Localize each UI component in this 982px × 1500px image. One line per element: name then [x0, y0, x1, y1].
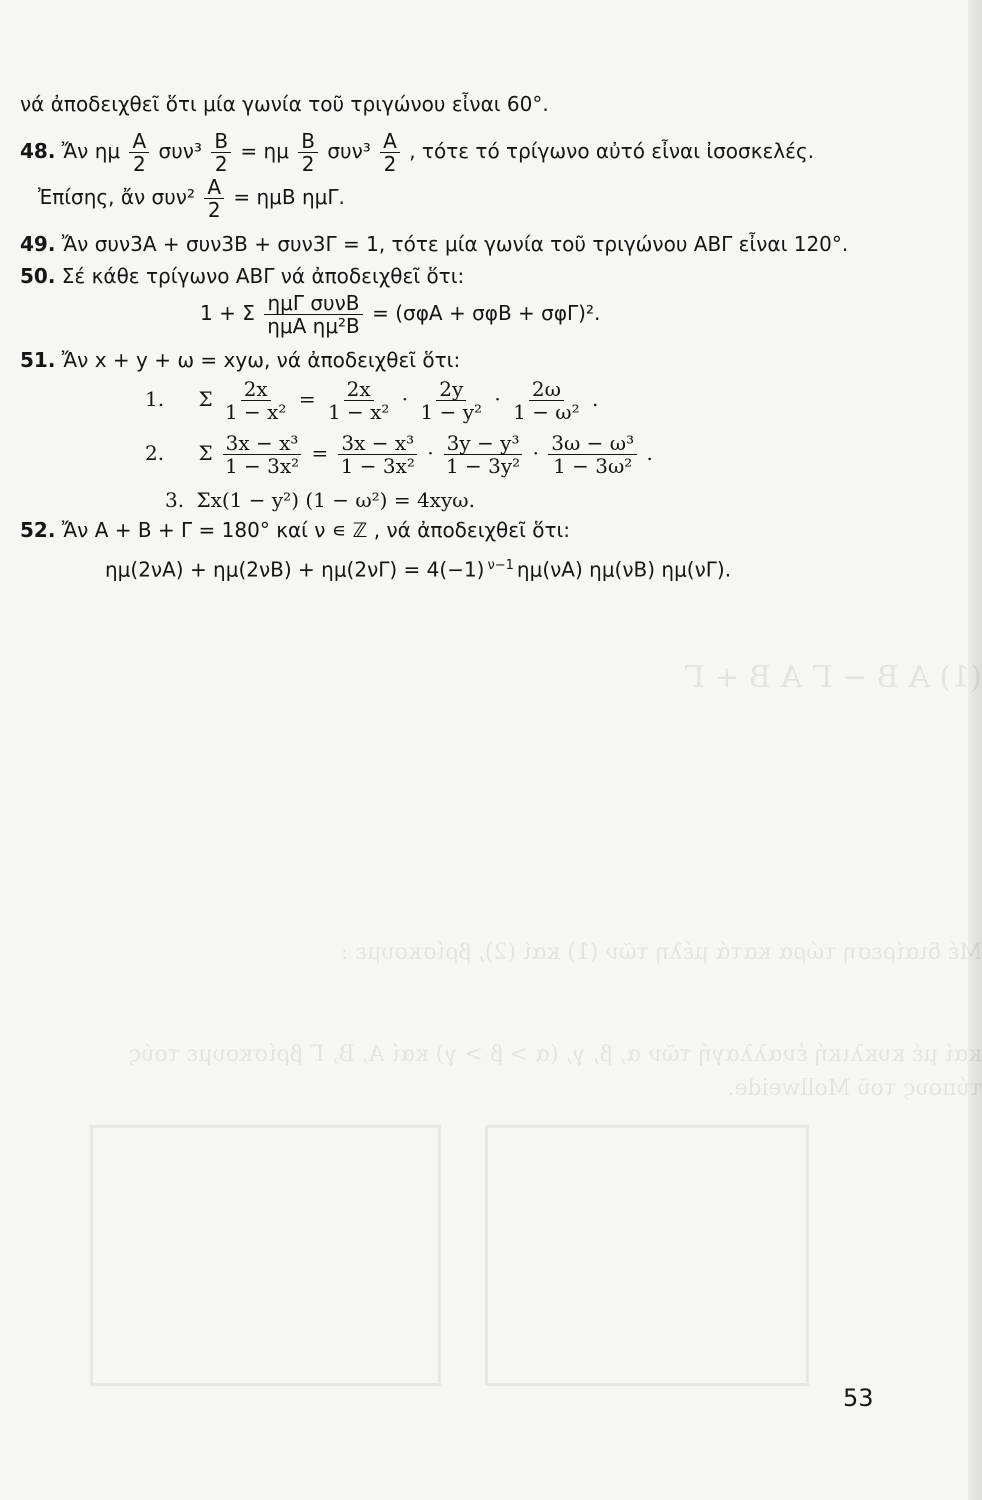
fraction: [418, 378, 486, 423]
numerator: 2x: [344, 378, 374, 401]
numerator: A: [380, 130, 400, 153]
numerator: B: [211, 130, 231, 153]
problem-number: 50.: [20, 264, 56, 288]
fraction: [298, 130, 318, 175]
fraction: [338, 432, 418, 477]
denominator: 2: [207, 198, 221, 222]
sigma-symbol: Σ: [198, 387, 213, 411]
problem-51-item-2: [145, 432, 653, 477]
text: συν³: [158, 139, 202, 163]
denominator: 1 − ω²: [513, 400, 580, 424]
text: Σx(1 − y²) (1 − ω²) = 4xyω.: [196, 488, 475, 512]
text: ·: [532, 441, 539, 465]
bleed-through-table: [485, 1125, 809, 1386]
problem-52-equation: [105, 554, 731, 582]
fraction: [443, 432, 523, 477]
problem-48-also: [38, 176, 345, 221]
denominator: 1 − x²: [224, 400, 287, 424]
numerator: ημΓ συνB: [264, 292, 362, 315]
text: = ημ: [240, 139, 289, 163]
fraction: [204, 176, 224, 221]
fraction: [264, 292, 363, 337]
problem-51-item-3: [165, 488, 475, 512]
text: Ἄν ημ: [61, 139, 121, 163]
text: .: [592, 387, 599, 411]
numerator: 2x: [241, 378, 271, 401]
problem-number: 52.: [20, 518, 56, 542]
problem-51: [20, 348, 460, 372]
numerator: 3ω − ω³: [548, 432, 637, 455]
denominator: 2: [301, 152, 315, 176]
problem-48: [20, 130, 814, 175]
problem-49: [20, 232, 848, 256]
exponent: ν−1: [487, 558, 514, 573]
text: , τότε τό τρίγωνο αὐτό εἶναι ἰσοσκελές.: [409, 139, 815, 163]
text: ·: [427, 441, 434, 465]
text: =: [298, 387, 316, 411]
page-edge-shadow: [968, 0, 982, 1500]
text: ·: [401, 387, 409, 411]
text: 1 + Σ: [200, 301, 255, 325]
numerator: 3y − y³: [444, 432, 523, 455]
denominator: 1 − 3x²: [340, 454, 415, 478]
intro-line: νά ἀποδειχθεῖ ὅτι μία γωνία τοῦ τριγώνου εἶναι 60°.: [20, 92, 549, 116]
denominator: 1 − 3ω²: [553, 454, 633, 478]
fraction: [380, 130, 400, 175]
numerator: A: [129, 130, 149, 153]
fraction: [222, 432, 302, 477]
text: Ἄν x + y + ω = xyω, νά ἀποδειχθεῖ ὅτι:: [61, 348, 461, 372]
item-label: 3.: [165, 488, 185, 512]
item-label: 1.: [145, 387, 165, 411]
text: .: [646, 441, 653, 465]
text: = (σφA + σφB + σφΓ)².: [372, 301, 601, 325]
denominator: 2: [132, 152, 146, 176]
bleed-through-text: τύπους τοῦ Mollweide.: [727, 1076, 982, 1101]
denominator: 1 − 3x²: [224, 454, 300, 478]
numerator: 3x − x³: [223, 432, 302, 455]
text: ημ(νA) ημ(νB) ημ(νΓ).: [516, 557, 732, 582]
problem-51-item-1: [145, 378, 598, 423]
fraction: [211, 130, 231, 175]
numerator: A: [204, 176, 224, 199]
page-number: 53: [843, 1384, 874, 1412]
denominator: 2: [214, 152, 228, 176]
fraction: [129, 130, 149, 175]
denominator: ημA ημ²B: [267, 314, 360, 338]
fraction: [548, 432, 637, 477]
text: συν³: [327, 139, 371, 163]
text: Σέ κάθε τρίγωνο ABΓ νά ἀποδειχθεῖ ὅτι:: [61, 264, 465, 288]
denominator: 2: [383, 152, 397, 176]
text: = ημB ημΓ.: [233, 185, 345, 209]
text: Ἄν A + B + Γ = 180° καί ν ∊ ℤ , νά ἀποδειχθεῖ ὅτι:: [61, 518, 570, 542]
bleed-through-text: καί μέ κυκλική ἐναλλαγή τῶν α, β, γ, (α > β > γ) καί A, B, Γ βρίσκουμε τούς: [128, 1042, 982, 1067]
problem-50: [20, 264, 464, 288]
problem-number: 51.: [20, 348, 56, 372]
bleed-through-table: [90, 1125, 441, 1386]
denominator: 1 − x²: [327, 400, 390, 424]
text: Ἄν συν3A + συν3B + συν3Γ = 1, τότε μία γωνία τοῦ τριγώνου ABΓ εἶναι 120°.: [61, 232, 849, 256]
denominator: 1 − 3y²: [445, 454, 521, 478]
fraction: [222, 378, 290, 423]
text: Ἐπίσης, ἄν συν²: [38, 185, 195, 209]
problem-number: 49.: [20, 232, 56, 256]
bleed-through-text: Μέ διαίρεση τώρα κατά μέλη τῶν (1) καί (2), βρίσκουμε :: [341, 940, 982, 965]
numerator: 2y: [436, 378, 466, 401]
denominator: 1 − y²: [420, 400, 483, 424]
problem-number: 48.: [20, 139, 56, 163]
bleed-through-text: (1) A B − Γ A B + Γ: [683, 660, 982, 695]
numerator: 2ω: [529, 378, 564, 401]
item-label: 2.: [145, 441, 165, 465]
text: =: [311, 441, 329, 465]
sigma-symbol: Σ: [198, 441, 213, 465]
numerator: 3x − x³: [338, 432, 417, 455]
numerator: B: [298, 130, 318, 153]
problem-52: [20, 518, 570, 542]
fraction: [510, 378, 583, 423]
text: ημ(2νA) + ημ(2νB) + ημ(2νΓ) = 4(−1): [105, 557, 485, 582]
fraction: [325, 378, 393, 423]
problem-50-equation: [200, 292, 600, 337]
text: ·: [494, 387, 501, 411]
